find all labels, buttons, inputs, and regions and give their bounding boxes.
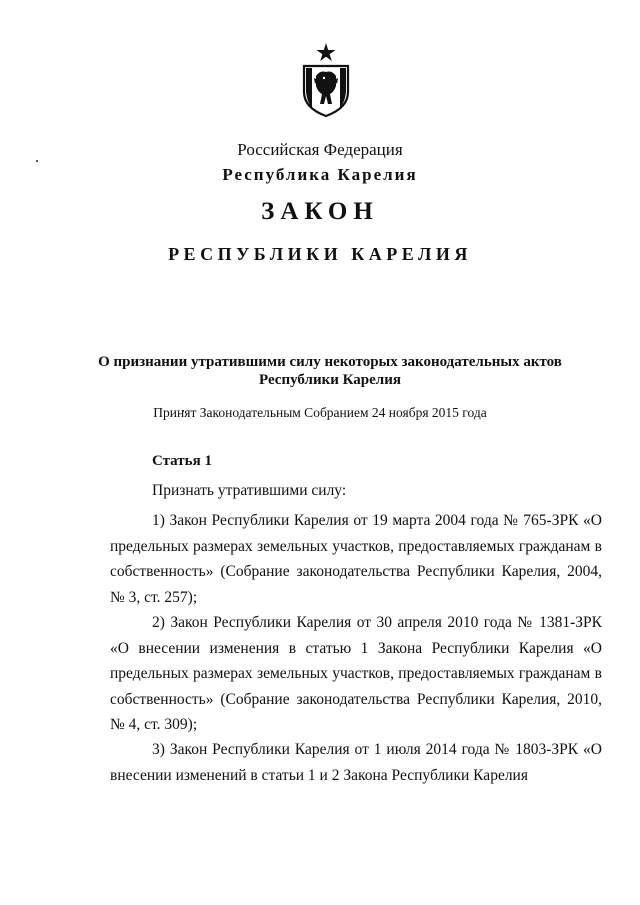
article-heading: Статья 1: [152, 453, 212, 469]
law-title: О признании утратившими силу некоторых законодательных актов Республики Карелия: [98, 354, 562, 388]
document-type: ЗАКОН: [261, 198, 379, 225]
karelia-coat-of-arms-icon: [298, 42, 354, 118]
article-intro: Признать утратившими силу:: [152, 482, 347, 499]
scan-speck: [36, 160, 38, 162]
republic-name: Республика Карелия: [222, 165, 418, 184]
adoption-note: Принят Законодательным Собранием 24 ноября 2015 года: [153, 405, 487, 420]
article-item: 3) Закон Республики Карелия от 1 июля 2014 года № 1803-ЗРК «О внесении изменений в статьи 1 и 2 Закона Республики Карелия: [110, 741, 602, 784]
article-item: 2) Закон Республики Карелия от 30 апреля 2010 года № 1381-ЗРК «О внесении изменения в статью 1 Закона Республики Карелия «О предельных размерах земельных участков, предоставляемых гражданам в собственность» (Собрание законодательства Республики Карелия, 2010, № 4, ст. 309);: [110, 614, 602, 733]
country-name: Российская Федерация: [237, 140, 403, 159]
issuing-authority: РЕСПУБЛИКИ КАРЕЛИЯ: [168, 244, 472, 264]
article-item: 1) Закон Республики Карелия от 19 марта 2004 года № 765-ЗРК «О предельных размерах земельных участков, предоставляемых гражданам в собственность» (Собрание законодательства Республики Карелия, 2004, № 3, ст. 257);: [110, 512, 602, 606]
